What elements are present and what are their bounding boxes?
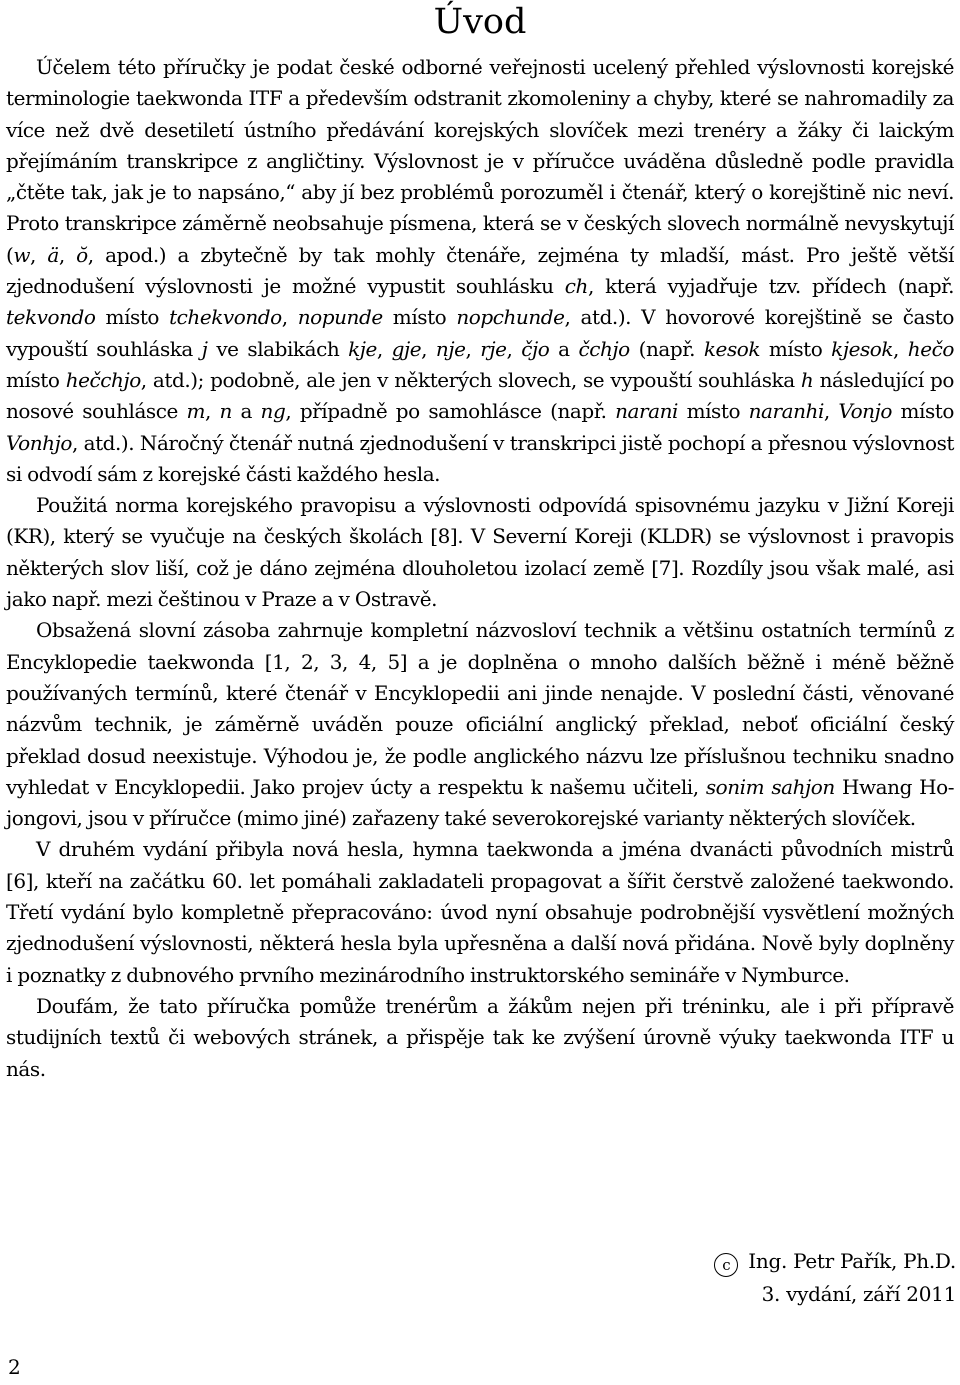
italic-term: čjo xyxy=(521,336,550,361)
text-run: místo xyxy=(891,399,954,424)
text-run: místo xyxy=(95,305,170,330)
signature-author: Ing. Petr Pařík, Ph.D. xyxy=(748,1249,956,1273)
italic-term: tekvondo xyxy=(6,305,96,330)
text-run: , xyxy=(30,242,48,267)
text-run: , atd.). V hovorové korejštině se často vypouští souhláska xyxy=(6,305,954,361)
paragraph xyxy=(6,52,954,490)
text-run: , xyxy=(204,399,220,424)
text-run: , xyxy=(823,399,839,424)
text-run: a xyxy=(231,399,261,424)
text-run: následující po nosové souhlásce xyxy=(6,367,954,424)
text-run: , xyxy=(421,336,436,361)
text-run: Doufám, že tato příručka pomůže trenérům a žákům nejen při tréninku, ale i při přípravě studijních textů či webových stránek, a přispěje tak ke zvýšení úrovně výuky taekwonda ITF u nás. xyxy=(6,993,954,1081)
text-run: Účelem této příručky je podat české odborné veřejnosti ucelený přehled výslovnosti korejské terminologie taekwonda ITF a především odstranit zkomoleniny a chyby, které se nahromadily za více než dvě desetiletí ústního předávání korejských slovíček mezi trenéry a žáky či laickým přejímáním transkripce z angličtiny. Výslovnost je v příručce uváděna důsledně podle pravidla „čtěte tak, jak je to napsáno,“ aby jí bez problémů porozuměl i čtenář, který o korejštině nic neví. Proto transkripce záměrně neobsahuje písmena, která se v českých slovech normálně nevyskytují ( xyxy=(6,55,954,267)
italic-term: gje xyxy=(391,336,422,361)
italic-term: nje xyxy=(435,336,466,361)
italic-term: čchjo xyxy=(578,336,630,361)
text-run: , která vyjadřuje tzv. přídech (např. xyxy=(587,274,954,299)
italic-term: hečo xyxy=(907,336,954,361)
italic-term: tchekvondo xyxy=(169,305,282,330)
italic-term: hečchjo xyxy=(65,367,141,392)
text-run: Obsažená slovní zásoba zahrnuje kompletní názvosloví technik a většinu ostatních termínů z Encyklopedie taekwonda [1, 2, 3, 4, 5] a je doplněna o mnoho dalších běžně i méně běžně používaných termínů, které čtenář v Encyklopedii ani jinde nenajde. V poslední části, věnované názvům technik, je záměrně uváděn pouze oficiální anglický překlad, neboť oficiální český překlad dosud neexistuje. Výhodou je, že podle anglického názvu lze příslušnou techniku snadno vyhledat v Encyklopedii. Jako projev úcty a respektu k našemu učiteli, xyxy=(6,618,954,799)
italic-term: ng xyxy=(260,399,286,424)
italic-term: nopunde xyxy=(297,305,383,330)
text-run: , xyxy=(281,305,298,330)
italic-term: m xyxy=(186,399,205,424)
italic-term: kjesok xyxy=(831,336,894,361)
text-run: , atd.). Náročný čtenář nutná zjednodušení v transkripci jistě pochopí a přesnou výslovnost si odvodí sám z korejské části každého hesla. xyxy=(6,430,954,486)
page-number: 2 xyxy=(8,1355,21,1379)
italic-term: ch xyxy=(564,274,588,299)
copyright-icon: c xyxy=(714,1253,738,1277)
page-title: Úvod xyxy=(433,2,527,42)
text-run: místo xyxy=(6,367,66,392)
italic-term: j xyxy=(201,336,208,361)
text-run: , xyxy=(506,336,522,361)
paragraph xyxy=(6,834,954,990)
text-run: Použitá norma korejského pravopisu a výslovnosti odpovídá spisovnému jazyku v Jižní Koreji (KR), který se vyučuje na českých školách [8]. V Severní Koreji (KLDR) se výslovnost i pravopis některých slov liší, což je dáno zejména dlouholetou izolací země [7]. Rozdíly jsou však malé, asi jako např. mezi češtinou v Praze a v Ostravě. xyxy=(6,493,954,612)
signature-block xyxy=(714,1245,956,1311)
text-run: , atd.); podobně, ale jen v některých slovech, se vypouští souhláska xyxy=(140,367,801,392)
italic-term: n xyxy=(219,399,232,424)
italic-term: naranhi xyxy=(748,399,824,424)
text-run: , apod.) a zbytečně by tak mohly čtenáře, zejména ty mladší, mást. Pro ještě větší zjednodušení výslovnosti je možné vypustit souhlásku xyxy=(6,242,954,299)
italic-term: nopchunde xyxy=(456,305,565,330)
italic-term: kesok xyxy=(703,336,761,361)
italic-term: rje xyxy=(480,336,507,361)
signature-author-line xyxy=(714,1245,956,1278)
italic-term: sonim sahjon xyxy=(705,774,835,799)
text-run: ve slabikách xyxy=(207,336,349,361)
paragraph xyxy=(6,615,954,834)
italic-term: narani xyxy=(615,399,678,424)
text-run: Hwang Ho-jongovi, jsou v příručce (mimo jiné) zařazeny také severokorejské varianty některých slovíček. xyxy=(6,774,955,831)
italic-term: Vonhjo xyxy=(6,430,72,455)
text-run: , xyxy=(58,242,77,267)
text-run: a xyxy=(549,336,579,361)
italic-term: w xyxy=(13,242,31,267)
italic-term: Vonjo xyxy=(838,399,892,424)
text-run: , xyxy=(893,336,908,361)
text-run: , xyxy=(376,336,392,361)
italic-term: ŏ xyxy=(76,242,88,267)
text-run: , případně po samohlásce (např. xyxy=(285,399,616,424)
signature-edition: 3. vydání, září 2011 xyxy=(761,1282,956,1306)
text-run: místo xyxy=(678,399,749,424)
italic-term: h xyxy=(800,367,814,392)
text-run: , xyxy=(465,336,481,361)
italic-term: ä xyxy=(47,242,59,267)
text-run: V druhém vydání přibyla nová hesla, hymna taekwonda a jména dvanácti původních mistrů [6], kteří na začátku 60. let pomáhali zakladateli propagovat a šířit čerstvě založené taekwondo. Třetí vydání bylo kompletně přepracováno: úvod nyní obsahuje podrobnější vysvětlení možných zjednodušení výslovnosti, některá hesla byla upřesněna a další nová přidána. Nově byly doplněny i poznatky z dubnového prvního mezinárodního instruktorského semináře v Nymburce. xyxy=(6,837,954,987)
document-page xyxy=(6,0,954,1085)
text-run: místo xyxy=(760,336,832,361)
italic-term: kje xyxy=(348,336,377,361)
paragraph xyxy=(6,991,954,1085)
body-text xyxy=(6,52,954,1085)
text-run: místo xyxy=(382,305,457,330)
text-run: (např. xyxy=(629,336,704,361)
paragraph xyxy=(6,490,954,615)
